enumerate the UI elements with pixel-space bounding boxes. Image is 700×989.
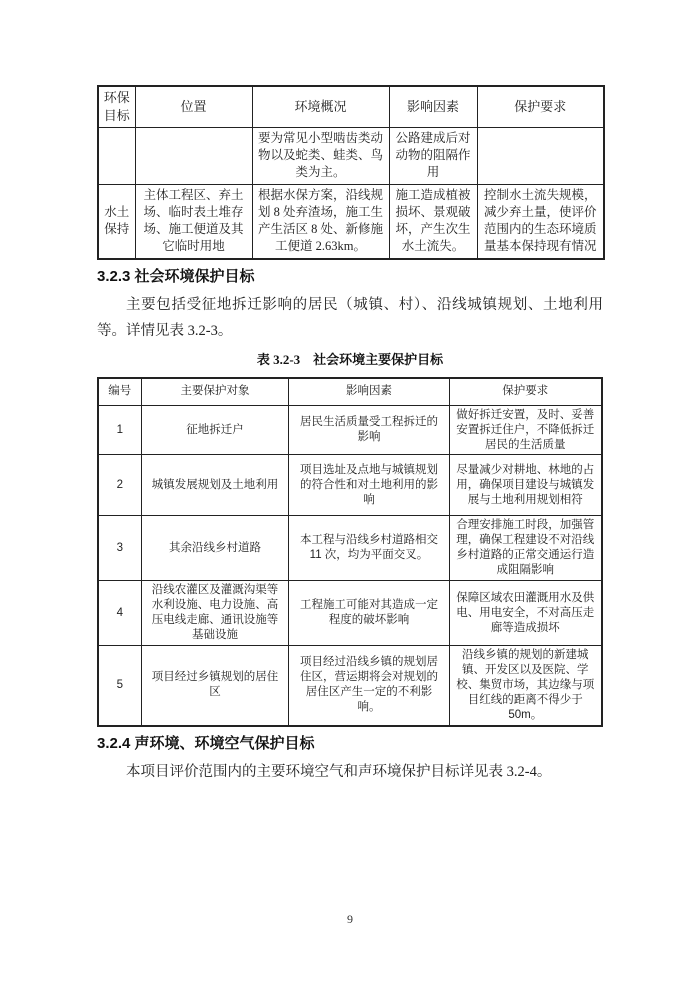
table-cell: 公路建成后对动物的阻隔作用 (389, 127, 477, 184)
table-cell: 本工程与沿线乡村道路相交 11 次，均为平面交叉。 (289, 516, 449, 581)
social-env-table (97, 377, 603, 727)
table-row (98, 127, 604, 184)
table-cell (477, 127, 604, 184)
column-header: 位置 (135, 86, 252, 127)
table-row (98, 455, 602, 516)
table-cell: 施工造成植被损坏、景观破坏，产生次生水土流失。 (389, 184, 477, 259)
page-content (97, 85, 603, 785)
table-cell: 控制水土流失规模，减少弃土量，使评价范围内的生态环境质量基本保持现有情况 (477, 184, 604, 259)
column-header: 保护要求 (449, 378, 602, 406)
table-header-row (98, 86, 604, 127)
table-cell: 征地拆迁户 (141, 405, 289, 455)
row-number-cell: 1 (98, 405, 141, 455)
table-cell: 做好拆迁安置，及时、妥善安置拆迁住户，不降低拆迁居民的生活质量 (449, 405, 602, 455)
table-cell: 尽量减少对耕地、林地的占用，确保项目建设与城镇发展与土地利用规划相符 (449, 455, 602, 516)
table-cell: 根据水保方案，沿线规划 8 处弃渣场，施工生产生活区 8 处、新修施工便道 2.63km。 (252, 184, 389, 259)
column-header: 环境概况 (252, 86, 389, 127)
table-cell (135, 127, 252, 184)
column-header: 主要保护对象 (141, 378, 289, 406)
table-header-row (98, 378, 602, 406)
table-cell: 项目选址及点地与城镇规划的符合性和对土地利用的影响 (289, 455, 449, 516)
env-protection-table (97, 85, 605, 260)
table-cell: 要为常见小型啮齿类动物以及蛇类、蛙类、鸟类为主。 (252, 127, 389, 184)
row-number-cell: 5 (98, 645, 141, 725)
section-heading-323: 3.2.3 社会环境保护目标 (97, 267, 255, 285)
section-paragraph-324: 本项目评价范围内的主要环境空气和声环境保护目标详见表 3.2-4。 (126, 763, 552, 780)
section-heading-324: 3.2.4 声环境、环境空气保护目标 (97, 734, 315, 752)
page-number: 9 (347, 912, 353, 926)
table-cell: 主体工程区、弃土场、临时表土堆存场、施工便道及其它临时用地 (135, 184, 252, 259)
table-row (98, 184, 604, 259)
column-header: 影响因素 (389, 86, 477, 127)
table-row (98, 516, 602, 581)
row-number-cell: 2 (98, 455, 141, 516)
table-caption-323: 表 3.2-3 社会环境主要保护目标 (256, 351, 444, 367)
table-cell: 沿线农灌区及灌溉沟渠等水利设施、电力设施、高压电线走廊、通讯设施等基础设施 (141, 581, 289, 646)
section-paragraph-323: 主要包括受征地拆迁影响的居民（城镇、村）、沿线城镇规划、土地利用等。详情见表 3.2-3。 (97, 296, 603, 339)
column-header: 保护要求 (477, 86, 604, 127)
table-cell: 合理安排施工时段，加强管理，确保工程建设不对沿线乡村道路的正常交通运行造成阻隔影响 (449, 516, 602, 581)
table-cell: 项目经过乡镇规划的居住区 (141, 645, 289, 725)
table-row (98, 645, 602, 725)
table-cell: 项目经过沿线乡镇的规划居住区，营运期将会对规划的居住区产生一定的不利影响。 (289, 645, 449, 725)
table-cell: 城镇发展规划及土地利用 (141, 455, 289, 516)
table-cell: 保障区域农田灌溉用水及供电、用电安全，不对高压走廊等造成损坏 (449, 581, 602, 646)
table-cell: 水土保持 (98, 184, 135, 259)
table-cell: 居民生活质量受工程拆迁的影响 (289, 405, 449, 455)
row-number-cell: 4 (98, 581, 141, 646)
row-number-cell: 3 (98, 516, 141, 581)
table-cell: 沿线乡镇的规划的新建城镇、开发区以及医院、学校、集贸市场，其边缘与项目红线的距离不得少于 50m。 (449, 645, 602, 725)
column-header: 环保目标 (98, 86, 135, 127)
table-cell (98, 127, 135, 184)
column-header: 影响因素 (289, 378, 449, 406)
table-row (98, 405, 602, 455)
table-row (98, 581, 602, 646)
table-cell: 工程施工可能对其造成一定程度的破坏影响 (289, 581, 449, 646)
table-cell: 其余沿线乡村道路 (141, 516, 289, 581)
column-header: 编号 (98, 378, 141, 406)
